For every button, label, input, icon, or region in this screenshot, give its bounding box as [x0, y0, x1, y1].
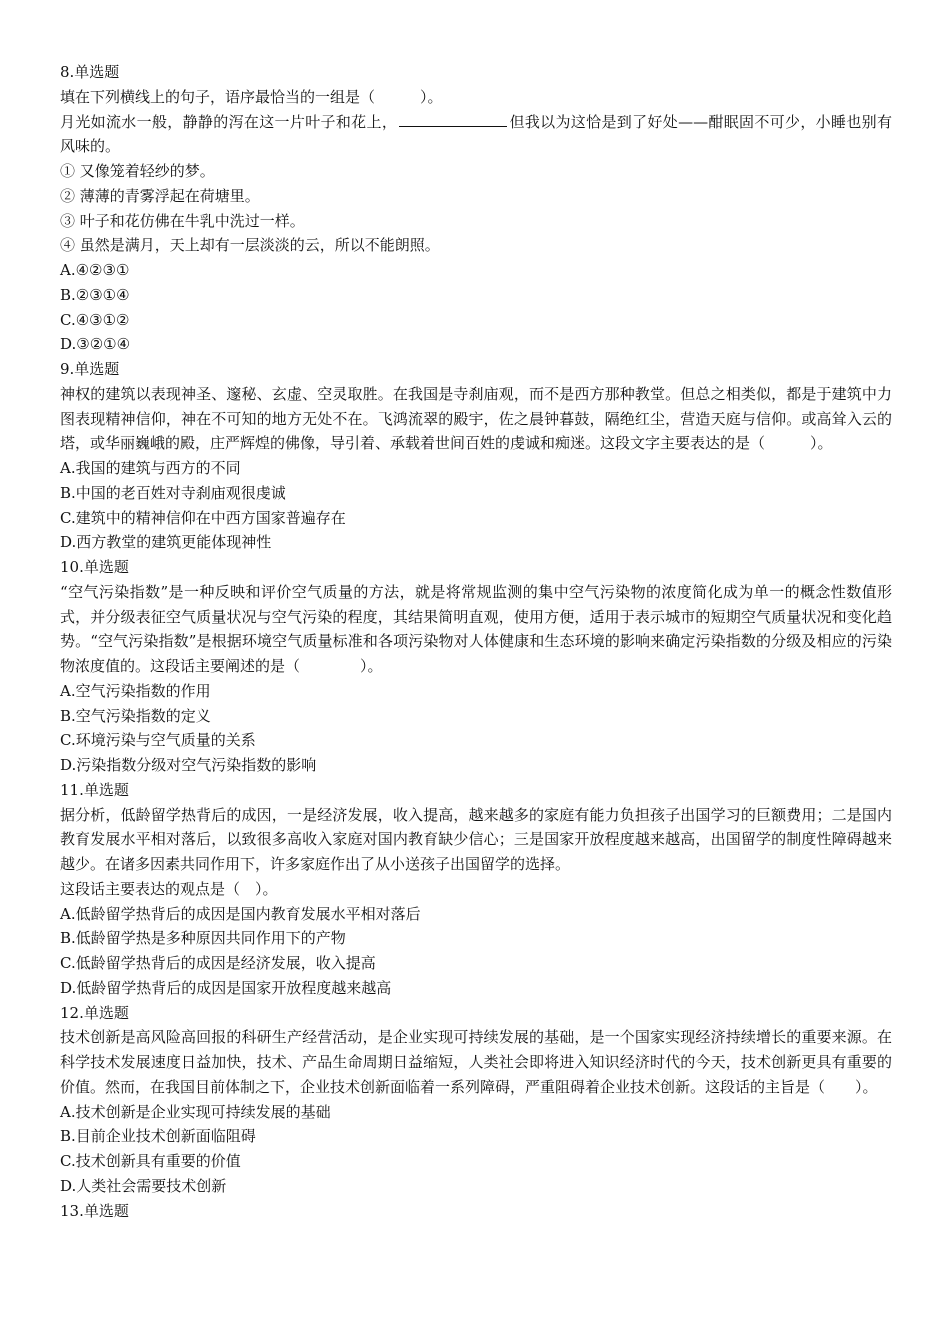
option-c: C.建筑中的精神信仰在中西方国家普遍存在: [60, 508, 346, 527]
option-b: B.中国的老百姓对寺刹庙观很虔诚: [60, 483, 286, 502]
option-d: D.污染指数分级对空气污染指数的影响: [60, 756, 317, 774]
option-c: C.④③①②: [60, 310, 130, 329]
question-8: [60, 60, 892, 357]
option-c: C.技术创新具有重要的价值: [60, 1152, 241, 1170]
option-c: C.环境污染与空气质量的关系: [60, 731, 256, 750]
sentence-item: ② 薄薄的青雾浮起在荷塘里。: [60, 186, 260, 205]
question-header: 8.单选题: [60, 63, 120, 81]
question-header: 10.单选题: [60, 558, 129, 576]
question-13: [60, 1199, 892, 1224]
option-b: B.目前企业技术创新面临阻碍: [60, 1127, 256, 1146]
question-header: 13.单选题: [60, 1201, 129, 1220]
option-a: A.技术创新是企业实现可持续发展的基础: [60, 1102, 331, 1121]
passage-before-blank: 月光如流水一般，静静的泻在这一片叶子和花上，: [60, 112, 398, 131]
question-stem: 神权的建筑以表现神圣、邃秘、玄虚、空灵取胜。在我国是寺刹庙观，而不是西方那种教堂。但总之相类似，都是于建筑中力图表现精神信仰，神在不可知的地方无处不在。飞鸿流翠的殿宇，佐之晨钟暮鼓，隔绝红尘，营造天庭与信仰。或高耸入云的塔，或华丽巍峨的殿，庄严辉煌的佛像，导引着、承载着世间百姓的虔诚和痴迷。这段文字主要表达的是（ ）。: [60, 384, 892, 453]
sentence-item: ④ 虽然是满月，天上却有一层淡淡的云，所以不能朗照。: [60, 236, 440, 255]
sentence-item: ③ 叶子和花仿佛在牛乳中洗过一样。: [60, 211, 305, 230]
sentence-item: ① 又像笼着轻纱的梦。: [60, 162, 215, 180]
question-header: 12.单选题: [60, 1003, 129, 1022]
fill-blank: [399, 111, 507, 127]
option-a: A.我国的建筑与西方的不同: [60, 459, 241, 477]
question-prompt: 这段话主要表达的观点是（ ）。: [60, 879, 278, 898]
question-stem: 填在下列横线上的句子，语序最恰当的一组是（ ）。: [60, 87, 443, 106]
question-10: [60, 555, 892, 778]
question-11: [60, 778, 892, 1001]
option-b: B.低龄留学热是多种原因共同作用下的产物: [60, 929, 346, 948]
option-b: B.②③①④: [60, 285, 130, 304]
question-stem: “空气污染指数”是一种反映和评价空气质量的方法，就是将常规监测的集中空气污染物的浓度简化成为单一的概念性数值形式，并分级表征空气质量状况与空气污染的程度，其结果简明直观，使用方便，适用于表示城市的短期空气质量状况和变化趋势。“空气污染指数”是根据环境空气质量标准和各项污染物对人体健康和生态环境的影响来确定污染指数的分级及相应的污染物浓度值的。这段话主要阐述的是（ ）。: [60, 582, 892, 675]
question-stem: 据分析，低龄留学热背后的成因，一是经济发展，收入提高，越来越多的家庭有能力负担孩子出国学习的巨额费用；二是国内教育发展水平相对落后，以致很多高收入家庭对国内教育缺少信心；三是国家开放程度越来越高，出国留学的制度性障碍越来越少。在诸多因素共同作用下，许多家庭作出了从小送孩子出国留学的选择。: [60, 805, 892, 873]
question-9: [60, 357, 892, 555]
option-b: B.空气污染指数的定义: [60, 706, 211, 725]
question-header: 9.单选题: [60, 360, 120, 378]
option-d: D.低龄留学热背后的成因是国家开放程度越来越高: [60, 978, 392, 997]
option-c: C.低龄留学热背后的成因是经济发展，收入提高: [60, 954, 376, 972]
option-d: D.西方教堂的建筑更能体现神性: [60, 533, 272, 552]
option-a: A.空气污染指数的作用: [60, 681, 211, 700]
option-d: D.③②①④: [60, 335, 131, 354]
option-a: A.④②③①: [60, 261, 130, 279]
question-12: [60, 1001, 892, 1199]
question-passage: [60, 110, 892, 160]
question-header: 11.单选题: [60, 780, 129, 799]
option-d: D.人类社会需要技术创新: [60, 1176, 227, 1195]
passage-after-blank: 但我以为这恰是到了好处——酣眠固不可少，小睡也别有风味的。: [60, 112, 892, 156]
question-stem: 技术创新是高风险高回报的科研生产经营活动，是企业实现可持续发展的基础，是一个国家实现经济持续增长的重要来源。在科学技术发展速度日益加快，技术、产品生命周期日益缩短，人类社会即将进入知识经济时代的今天，技术创新更具有重要的价值。然而，在我国目前体制之下，企业技术创新面临着一系列障碍，严重阻碍着企业技术创新。这段话的主旨是（ ）。: [60, 1028, 892, 1096]
option-a: A.低龄留学热背后的成因是国内教育发展水平相对落后: [60, 904, 421, 923]
